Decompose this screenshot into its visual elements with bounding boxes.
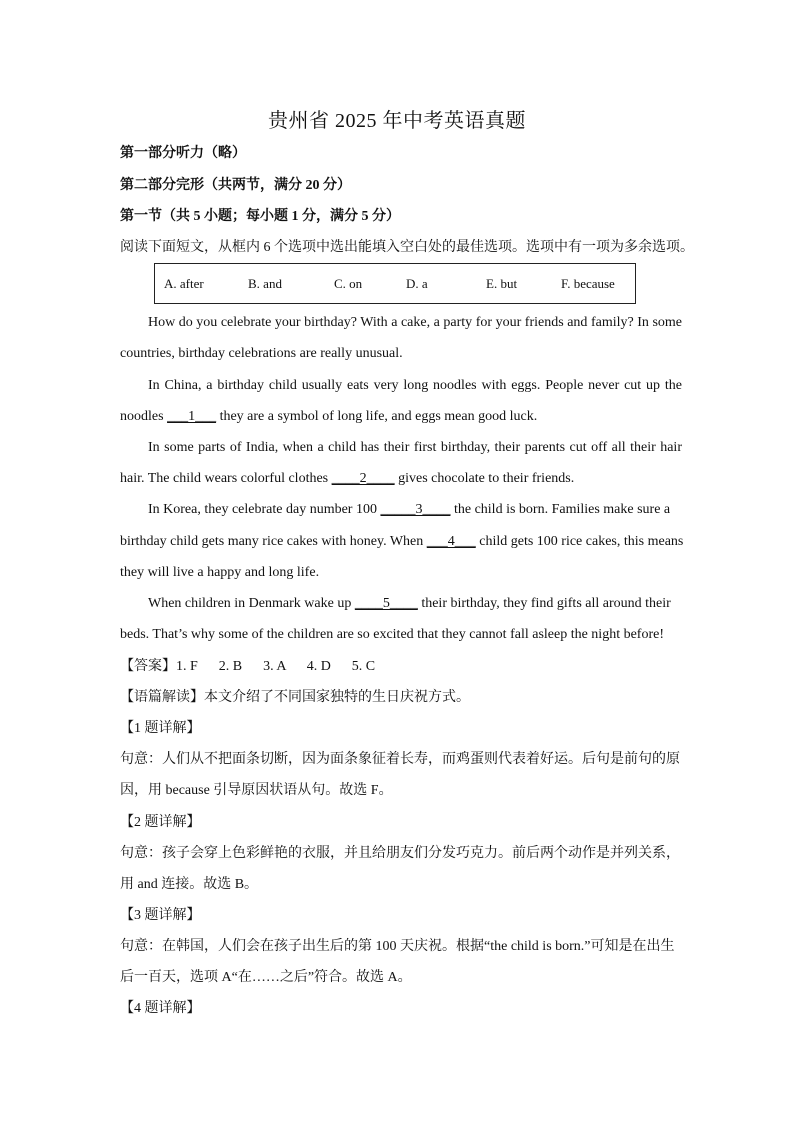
passage-text: their birthday, they find gifts all around their [417,596,671,611]
passage-line [120,407,682,427]
answer-line: 【答案】1. F 2. B 3. A 4. D 5. C [120,659,376,674]
passage-line: countries, birthday celebrations are really unusual. [120,346,403,361]
passage-text: In Korea, they celebrate day number 100 [148,502,381,517]
detail-heading: 【3 题详解】 [120,908,201,923]
blank-1: ___1___ [167,409,217,424]
detail-heading: 【1 题详解】 [120,721,201,736]
option-a: A. after [164,276,204,291]
passage-line [120,500,682,520]
detail-text: 因，用 because 引导原因状语从句。故选 F。 [120,783,393,798]
passage-text: When children in Denmark wake up [148,596,355,611]
passage-line [120,594,682,614]
part1-heading: 第一部分听力（略） [120,146,246,161]
option-b: B. and [248,276,282,291]
passage-text: noodles [120,409,168,424]
detail-text: 句意：孩子会穿上色彩鲜艳的衣服，并且给朋友们分发巧克力。前后两个动作是并列关系， [120,846,680,861]
option-d: D. a [406,276,428,291]
option-c: C. on [334,276,363,291]
option-e: E. but [486,276,518,291]
options-box [154,263,636,304]
passage-text: hair. The child wears colorful clothes [120,471,332,486]
passage-text: child gets 100 rice cakes, this means [475,534,684,549]
part2-heading: 第二部分完形（共两节，满分 20 分） [120,178,351,193]
page-title: 贵州省 2025 年中考英语真题 [268,110,526,132]
detail-text: 后一百天，选项 A“在……之后”符合。故选 A。 [120,970,412,985]
passage-line: beds. That’s why some of the children are so excited that they cannot fall asleep the night before! [120,627,665,642]
option-f: F. because [561,276,615,291]
summary-line: 【语篇解读】本文介绍了不同国家独特的生日庆祝方式。 [120,690,470,705]
instruction-text: 阅读下面短文，从框内 6 个选项中选出能填入空白处的最佳选项。选项中有一项为多余选项。 [120,240,694,255]
passage-text: the child is born. Families make sure a [450,502,671,517]
blank-2: ____2____ [331,471,395,486]
passage-line: In China, a birthday child usually eats very long noodles with eggs. People never cut up the [148,378,682,393]
passage-line: In some parts of India, when a child has their first birthday, their parents cut off all their hair [148,440,682,455]
passage-text: they are a symbol of long life, and eggs mean good luck. [216,409,538,424]
detail-text: 句意：在韩国，人们会在孩子出生后的第 100 天庆祝。根据“the child is born.”可知是在出生 [120,939,675,954]
passage-line: How do you celebrate your birthday? With a cake, a party for your friends and family? In some [148,315,682,330]
passage-text: birthday child gets many rice cakes with honey. When [120,534,427,549]
passage-line: they will live a happy and long life. [120,565,320,580]
blank-3: _____3____ [380,502,451,517]
blank-5: ____5____ [354,596,418,611]
detail-heading: 【4 题详解】 [120,1001,201,1016]
blank-4: ___4___ [426,534,476,549]
detail-text: 用 and 连接。故选 B。 [120,877,259,892]
passage-text: gives chocolate to their friends. [394,471,575,486]
passage-line [120,469,682,489]
passage-line [120,532,682,552]
section1-heading: 第一节（共 5 小题；每小题 1 分，满分 5 分） [120,209,400,224]
detail-heading: 【2 题详解】 [120,815,201,830]
detail-text: 句意：人们从不把面条切断，因为面条象征着长寿，而鸡蛋则代表着好运。后句是前句的原 [120,752,680,767]
